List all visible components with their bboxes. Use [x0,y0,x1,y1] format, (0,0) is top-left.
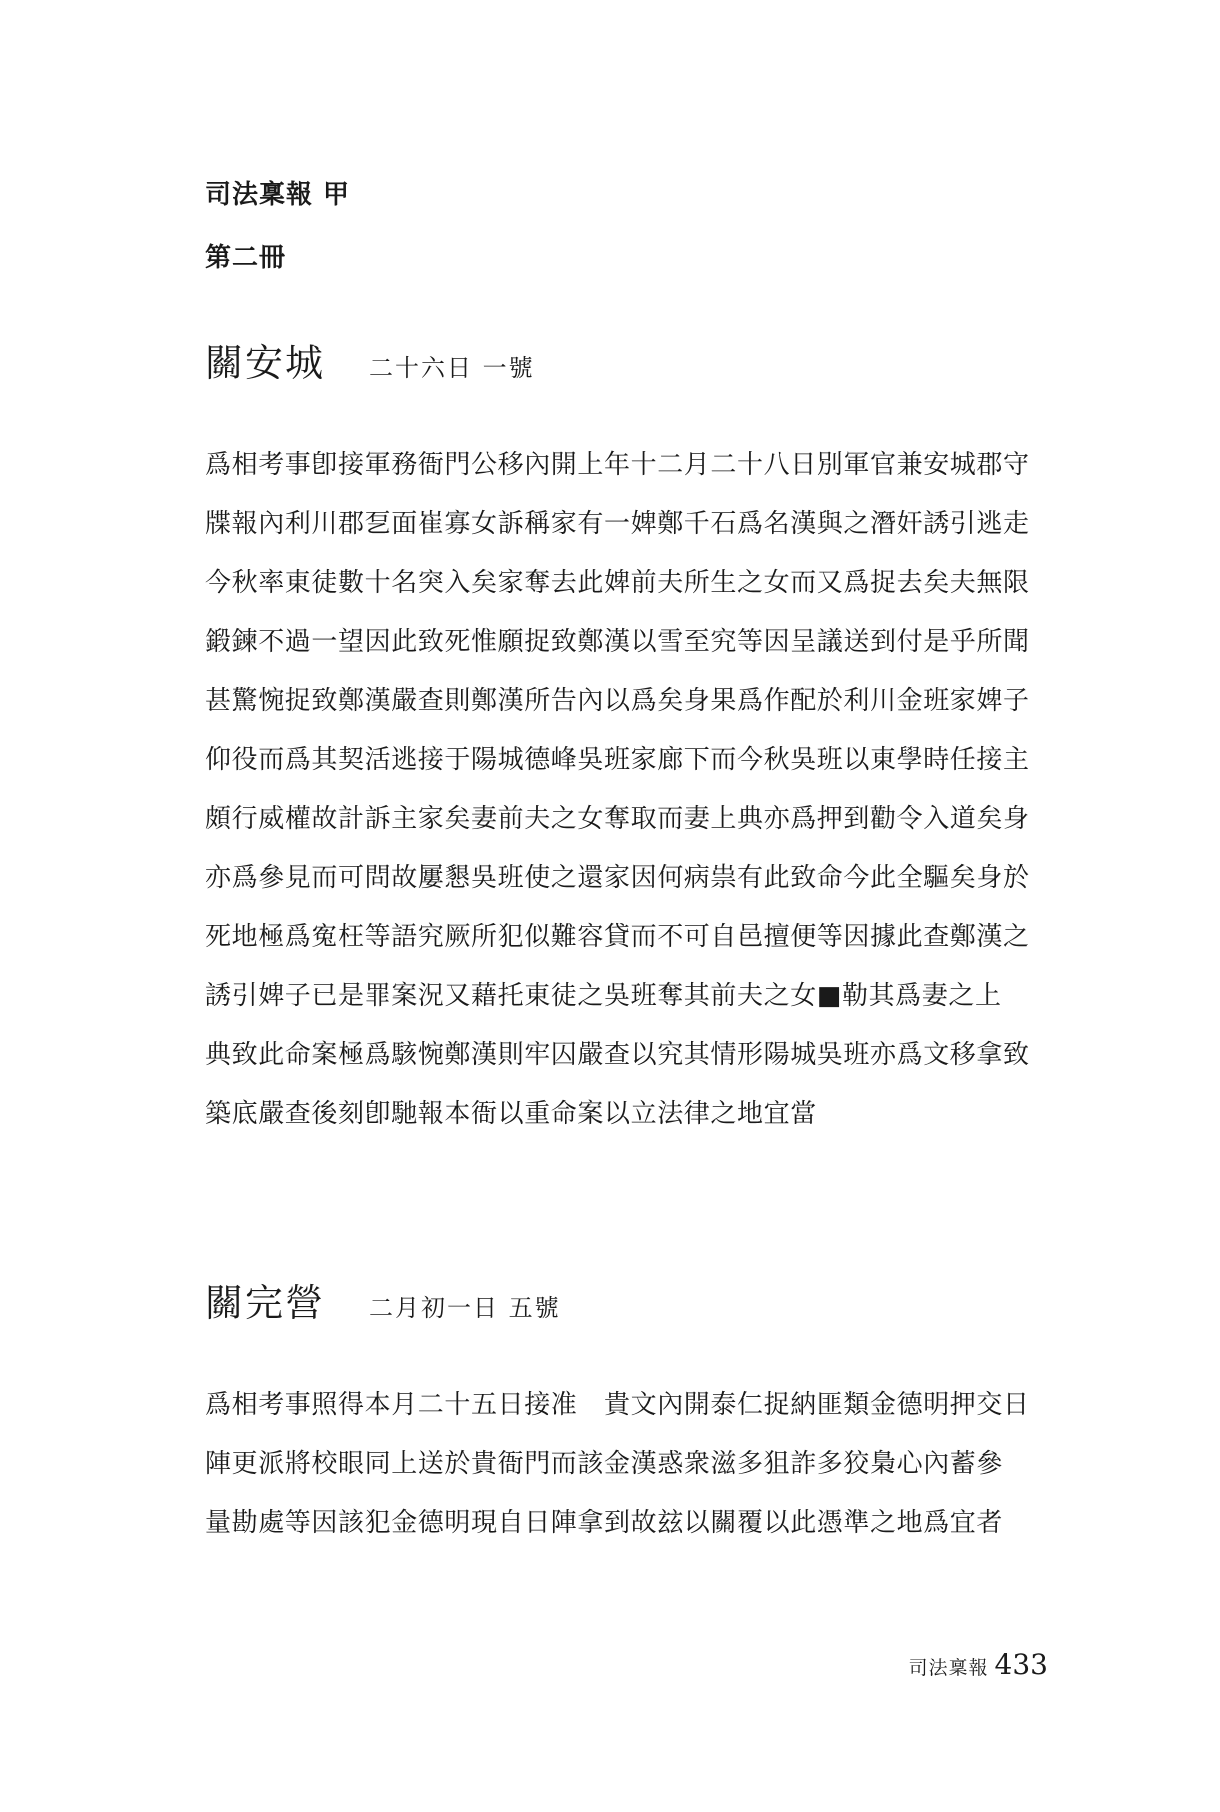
text-line: 亦爲參見而可問故屢懇吳班使之還家因何病祟有此致命今此全驅矣身於 [205,863,1030,893]
footer-title: 司法稟報 [908,1657,989,1679]
text-line: 牒報內利川郡乭面崔寡女訴稱家有一婢鄭千石爲名漢與之潛奸誘引逃走 [205,509,1030,539]
text-line: 仰役而爲其契活逃接于陽城德峰吳班家廊下而今秋吳班以東學時任接主 [205,745,1030,775]
page-number: 433 [994,1648,1048,1681]
text-line: 頗行威權故計訴主家矣妻前夫之女奪取而妻上典亦爲押到勸令入道矣身 [205,804,1030,834]
section-date: 二十六日 一號 [369,354,535,382]
section-an-seong [205,332,1045,1159]
section-body [205,1391,1045,1537]
text-line: 陣更派將校眼同上送於貴衙門而該金漢惑衆滋多狙詐多狡梟心內蓄參 [205,1449,1004,1479]
document-series-title: 司法稟報 甲 [205,180,351,210]
section-heading [205,1272,1045,1327]
text-line: 爲相考事照得本月二十五日接准 貴文內開泰仁捉納匪類金德明押交日 [205,1390,1030,1420]
section-date: 二月初一日 五號 [369,1294,561,1322]
document-volume: 第二冊 [205,243,287,273]
section-body [205,451,1045,1128]
section-name: 關完營 [205,1281,326,1325]
text-line: 築底嚴查後刻卽馳報本衙以重命案以立法律之地宜當 [205,1099,817,1129]
text-line: 誘引婢子已是罪案況又藉托東徒之吳班奪其前夫之女■勒其爲妻之上 [205,981,1002,1011]
text-line: 今秋率東徒數十名突入矣家奪去此婢前夫所生之女而又爲捉去矣夫無限 [205,568,1030,598]
section-wan-yeong [205,1272,1045,1568]
text-line: 典致此命案極爲駭惋鄭漢則牢囚嚴查以究其情形陽城吳班亦爲文移拿致 [205,1040,1030,1070]
text-line: 死地極爲寃枉等語究厥所犯似難容貸而不可自邑擅便等因據此查鄭漢之 [205,922,1030,952]
section-name: 關安城 [205,341,326,385]
page-footer [909,1648,1048,1681]
section-heading [205,332,1045,387]
text-line: 甚驚惋捉致鄭漢嚴查則鄭漢所告內以爲矣身果爲作配於利川金班家婢子 [205,686,1030,716]
text-line: 爲相考事卽接軍務衙門公移內開上年十二月二十八日別軍官兼安城郡守 [205,450,1030,480]
text-line: 量勘處等因該犯金德明現自日陣拿到故玆以關覆以此憑準之地爲宜者 [205,1508,1004,1538]
text-line: 鍛鍊不過一望因此致死惟願捉致鄭漢以雪至究等因呈議送到付是乎所聞 [205,627,1030,657]
